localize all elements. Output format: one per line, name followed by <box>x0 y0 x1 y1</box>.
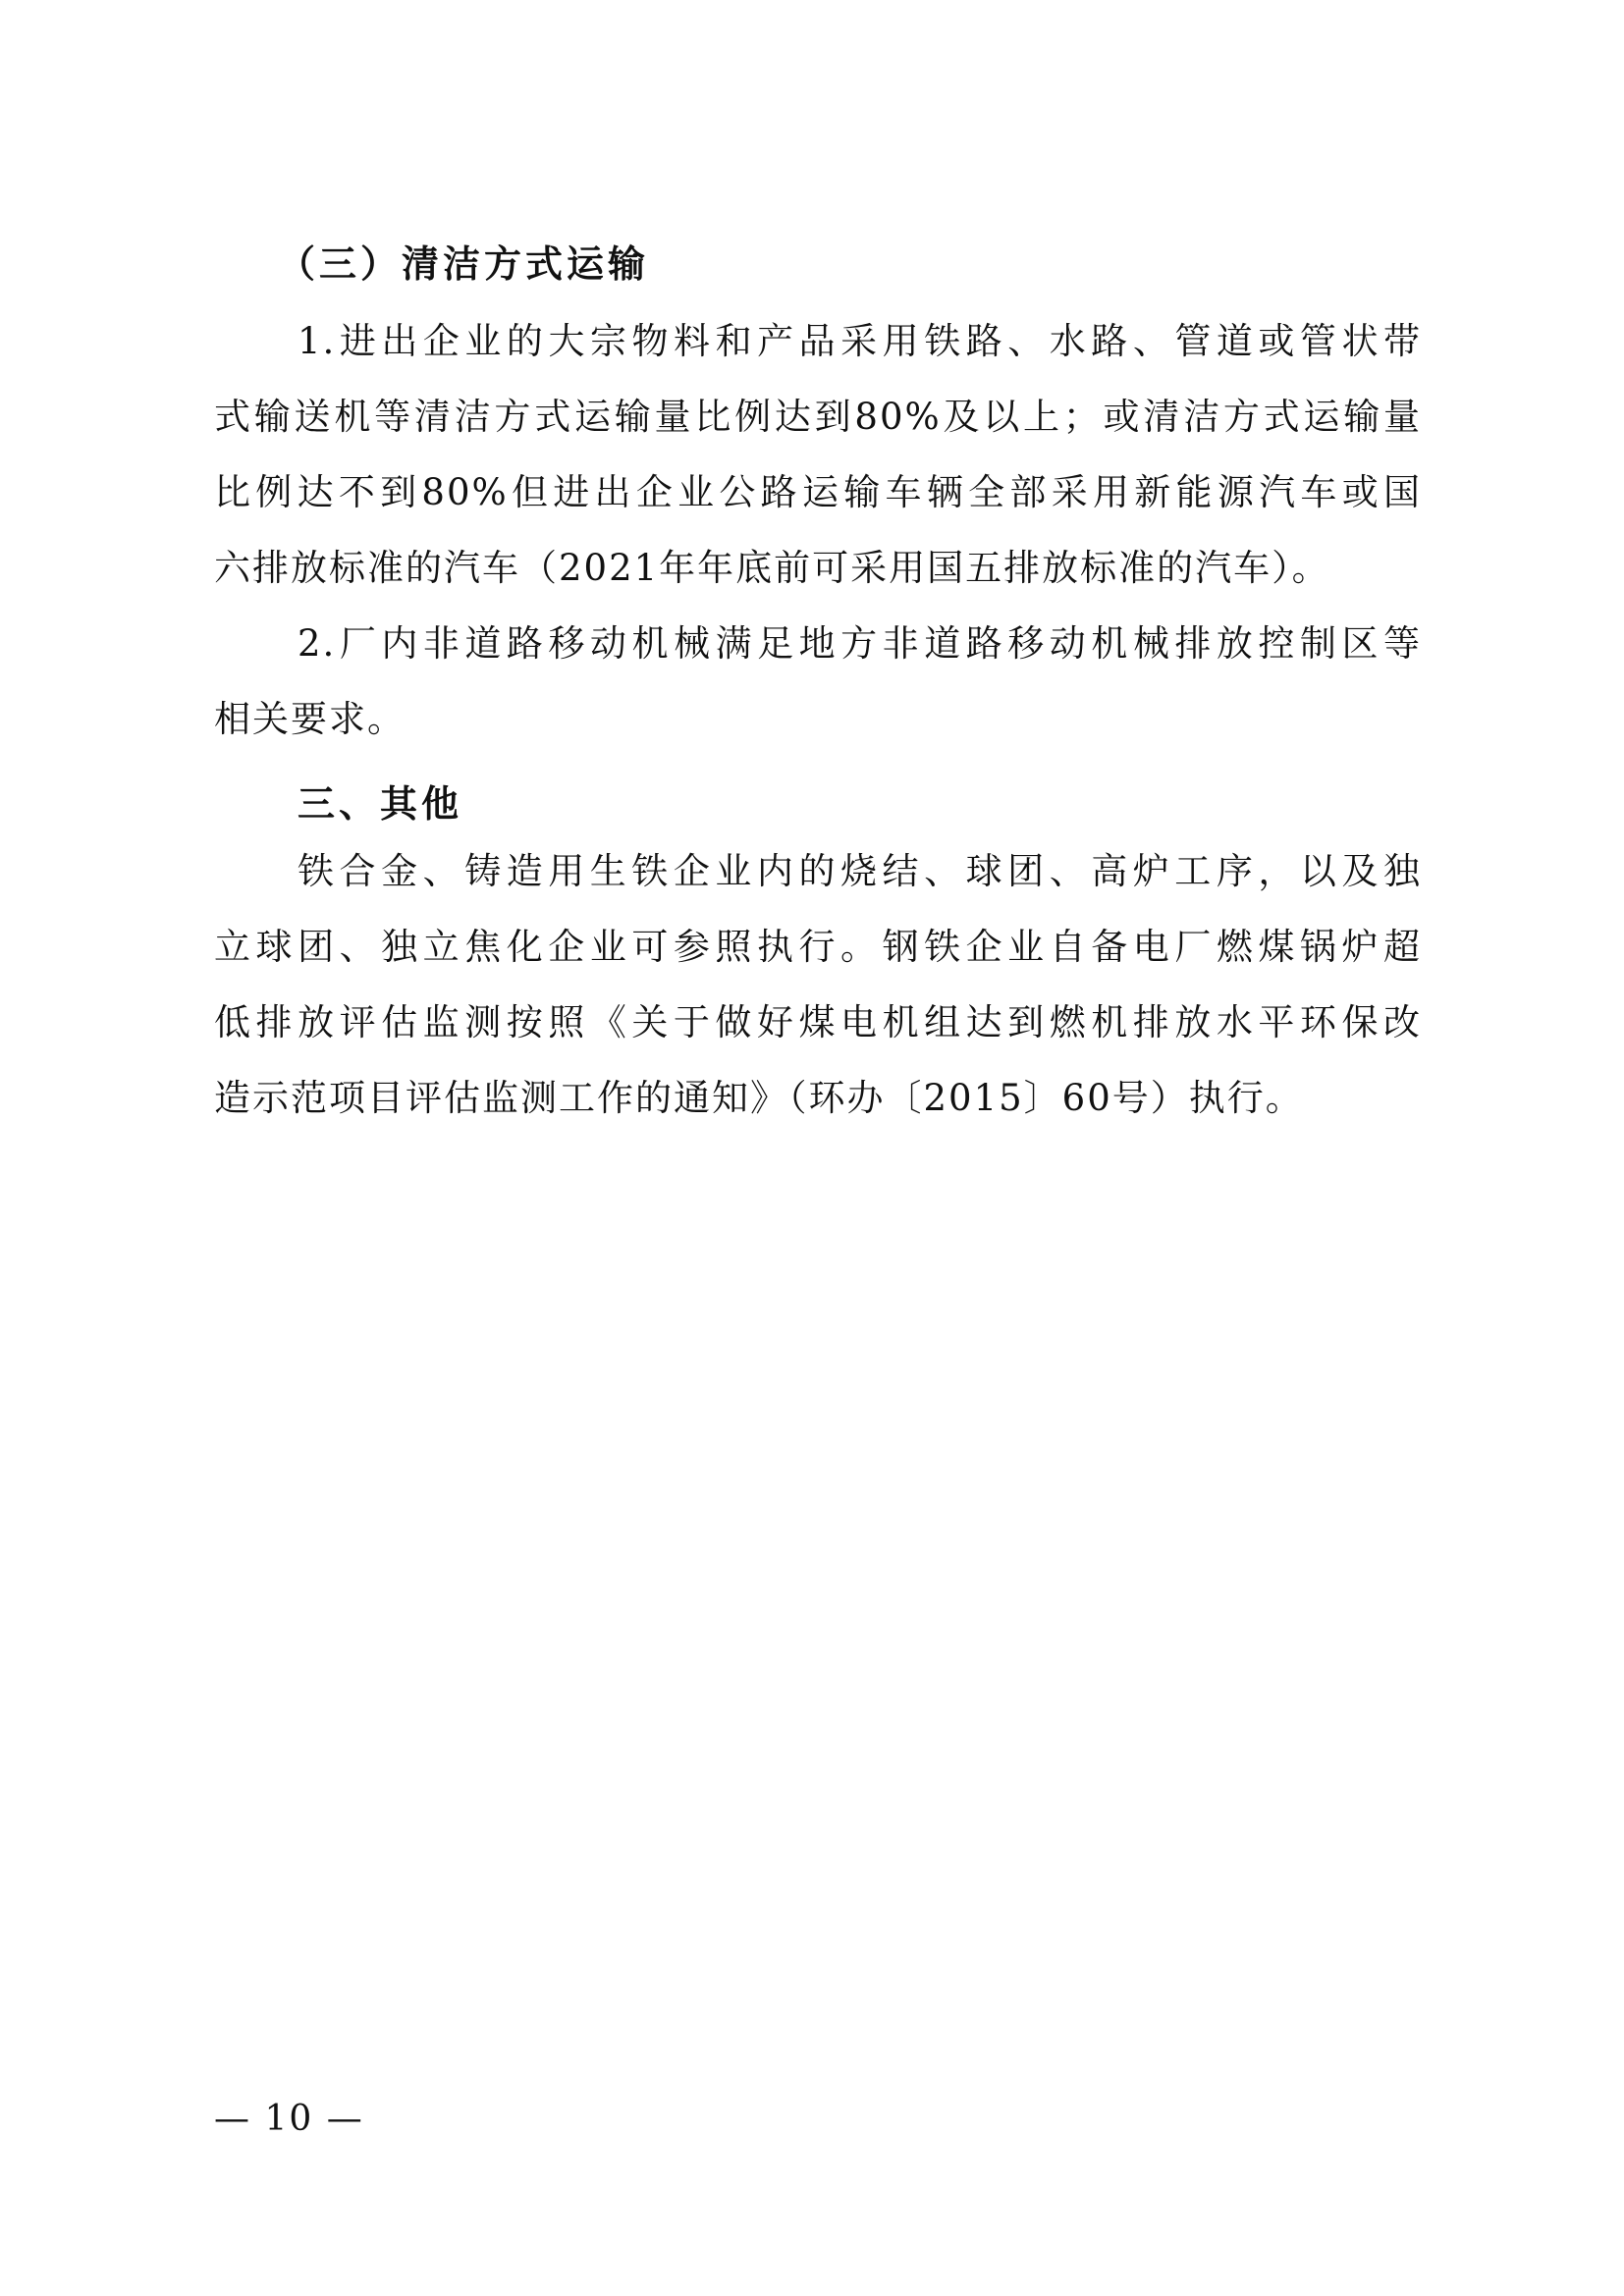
other-line-1: 铁合金、铸造用生铁企业内的烧结、球团、高炉工序，以及独 <box>298 850 1422 892</box>
item2-line-1: 2.厂内非道路移动机械满足地方非道路移动机械排放控制区等 <box>298 622 1422 665</box>
other-line-3: 低排放评估监测按照《关于做好煤电机组达到燃机排放水平环保改 <box>214 1001 1422 1043</box>
section-heading-clean-transport: （三）清洁方式运输 <box>278 241 650 286</box>
item1-line-3: 比例达不到80%但进出企业公路运输车辆全部采用新能源汽车或国 <box>214 471 1422 513</box>
page-number: — 10 — <box>214 2099 364 2139</box>
item1-line-4: 六排放标准的汽车（2021年年底前可采用国五排放标准的汽车）。 <box>214 547 1330 589</box>
other-line-4: 造示范项目评估监测工作的通知》（环办〔2015〕60号）执行。 <box>214 1077 1304 1119</box>
item1-line-2: 式输送机等清洁方式运输量比例达到80%及以上；或清洁方式运输量 <box>214 396 1422 438</box>
section-heading-other: 三、其他 <box>298 781 463 826</box>
item1-line-1: 1.进出企业的大宗物料和产品采用铁路、水路、管道或管状带 <box>298 320 1422 362</box>
item2-line-2: 相关要求。 <box>214 698 406 740</box>
other-line-2: 立球团、独立焦化企业可参照执行。钢铁企业自备电厂燃煤锅炉超 <box>214 926 1422 968</box>
